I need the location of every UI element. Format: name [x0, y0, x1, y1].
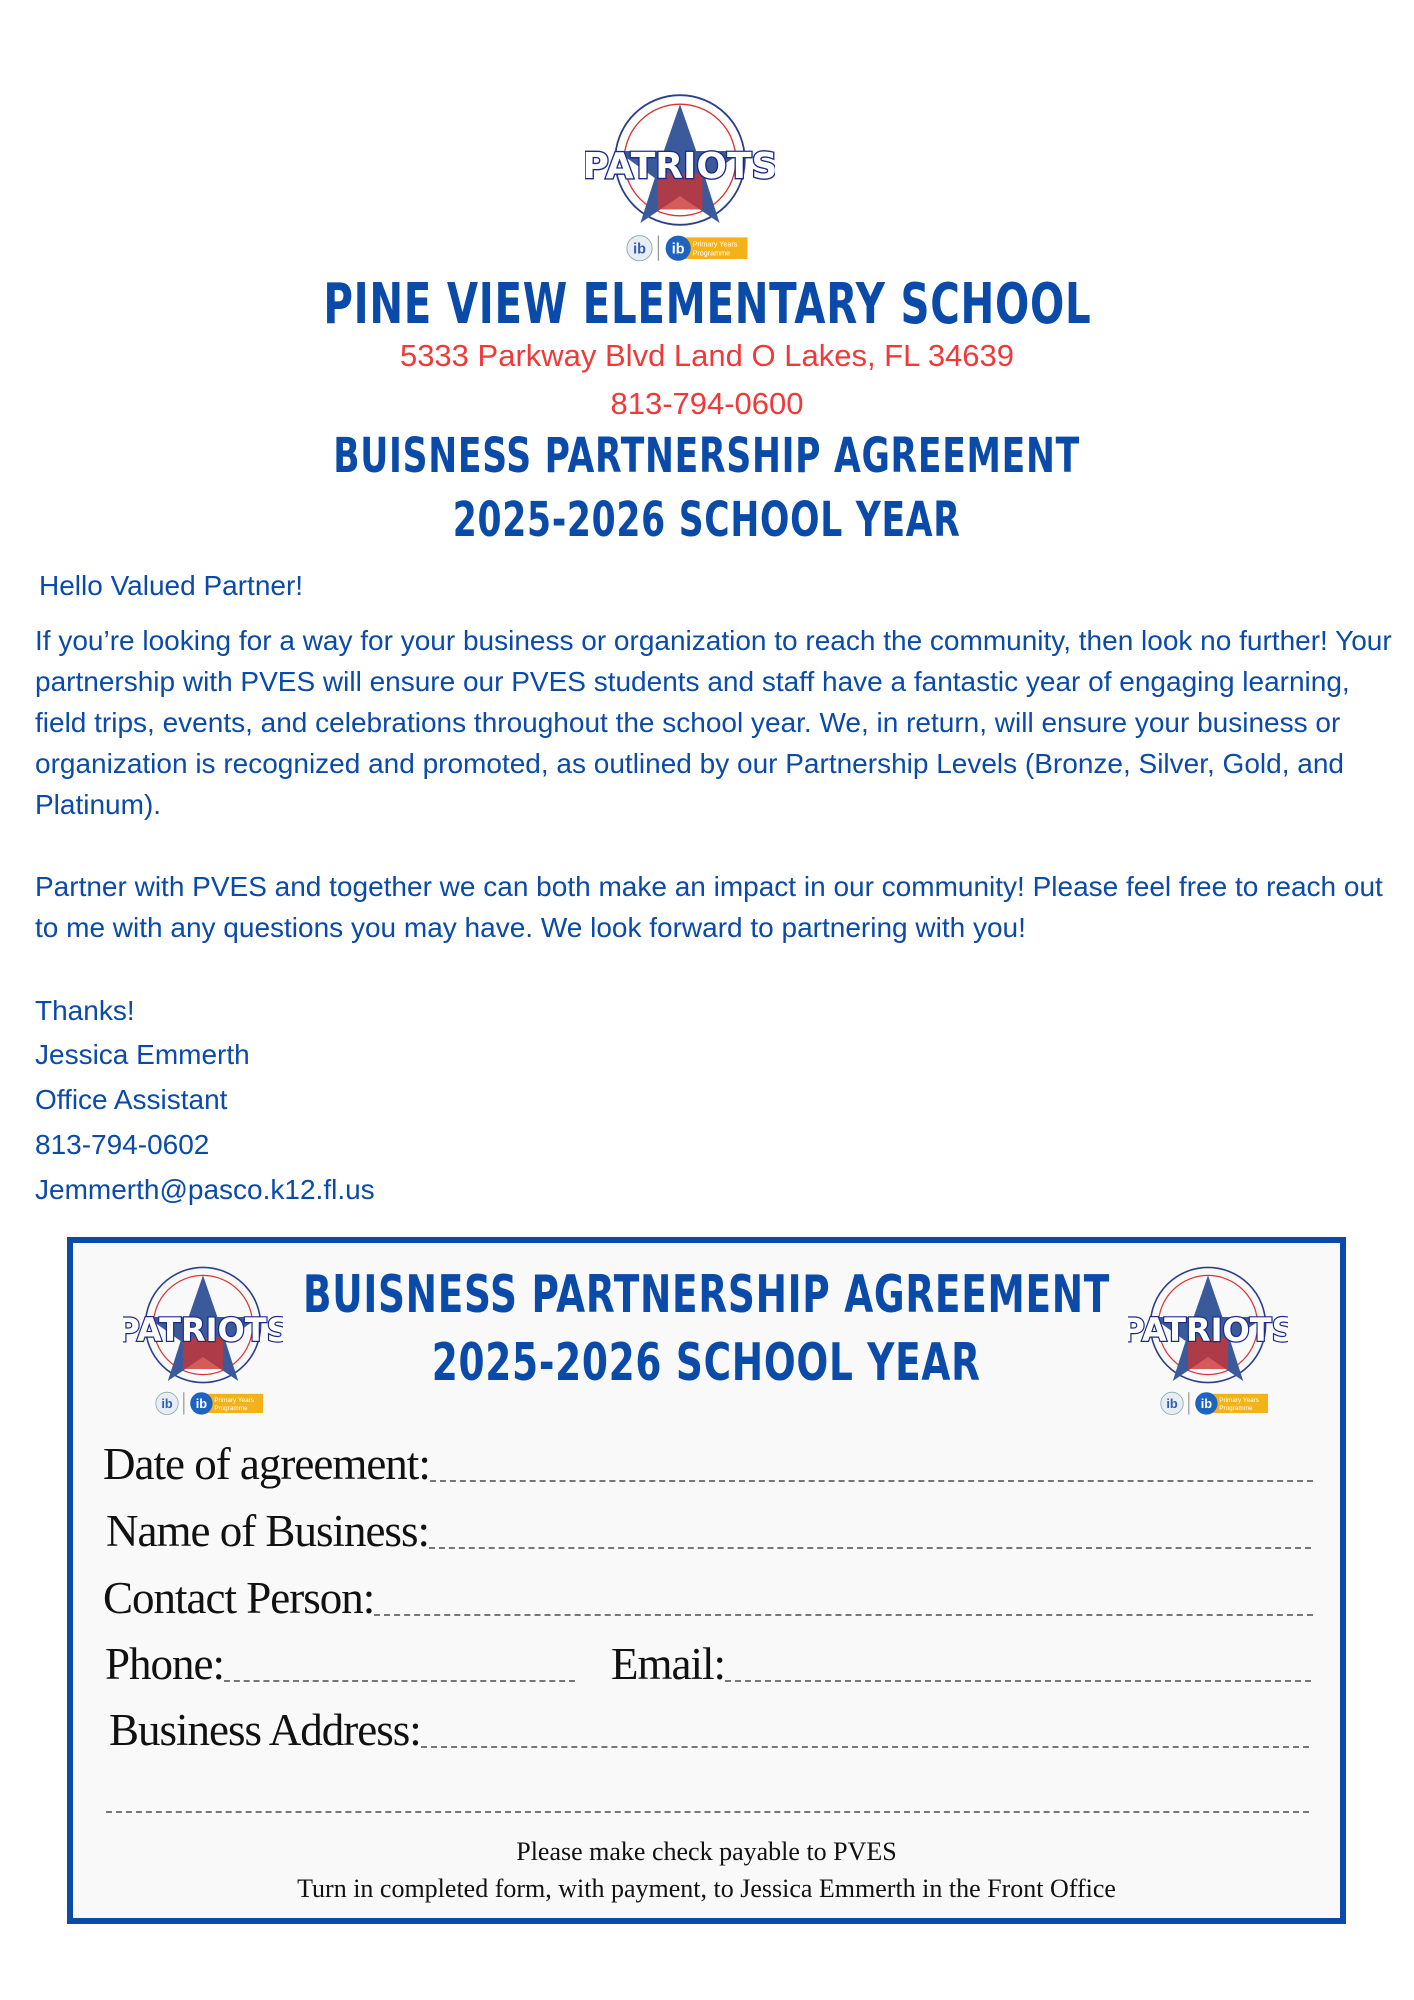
payment-note: Please make check payable to PVES: [516, 1837, 897, 1866]
signature-name: Jessica Emmerth: [35, 1039, 250, 1070]
svg-text:Programme: Programme: [1219, 1404, 1253, 1412]
phone-field[interactable]: [105, 1638, 575, 1690]
svg-text:ib: ib: [1200, 1396, 1213, 1412]
form-year: 2025-2026 SCHOOL YEAR: [432, 1333, 981, 1393]
agreement-title: BUISNESS PARTNERSHIP AGREEMENT: [333, 428, 1081, 484]
date-field[interactable]: [103, 1438, 1313, 1490]
email-label: Email:: [611, 1639, 725, 1689]
svg-text:ib: ib: [633, 241, 646, 258]
school-address: 5333 Parkway Blvd Land O Lakes, FL 34639: [399, 338, 1015, 373]
greeting: Hello Valued Partner!: [39, 570, 304, 601]
svg-text:Primary Years: Primary Years: [214, 1396, 254, 1404]
agreement-year: 2025-2026 SCHOOL YEAR: [453, 492, 961, 548]
address-line-2[interactable]: [106, 1811, 1309, 1813]
svg-text:PATRIOTS: PATRIOTS: [1128, 1311, 1288, 1349]
svg-text:PATRIOTS: PATRIOTS: [585, 146, 775, 187]
school-phone: 813-794-0600: [610, 386, 804, 421]
signature-email[interactable]: Jemmerth@pasco.k12.fl.us: [35, 1174, 375, 1205]
svg-text:PATRIOTS: PATRIOTS: [123, 1311, 283, 1349]
svg-text:Primary Years: Primary Years: [1219, 1396, 1259, 1404]
svg-text:Primary Years: Primary Years: [692, 239, 738, 249]
signature-title: Office Assistant: [35, 1084, 228, 1115]
signature-phone: 813-794-0602: [35, 1129, 210, 1160]
business-name-field[interactable]: [106, 1505, 1311, 1557]
date-label: Date of agreement:: [103, 1439, 430, 1489]
business-address-label: Business Address:: [109, 1705, 421, 1755]
svg-text:ib: ib: [195, 1396, 208, 1412]
school-logo: [585, 88, 775, 268]
school-name: PINE VIEW ELEMENTARY SCHOOL: [322, 272, 1092, 337]
contact-person-field[interactable]: [103, 1572, 1313, 1624]
business-name-label: Name of Business:: [106, 1506, 429, 1556]
svg-text:ib: ib: [671, 241, 685, 258]
email-field[interactable]: [611, 1638, 1311, 1690]
svg-text:Programme: Programme: [692, 248, 731, 258]
contact-person-label: Contact Person:: [103, 1573, 375, 1623]
svg-text:Programme: Programme: [214, 1404, 248, 1412]
closing: Thanks!: [35, 995, 135, 1026]
letter-paragraph-2: Partner with PVES and together we can both make an impact in our community! Please feel free to reach out to me with any questions you may have. We look forward to partnering with you!: [35, 871, 1383, 943]
agreement-form: [67, 1237, 1346, 1924]
letter-paragraph-1: If you’re looking for a way for your business or organization to reach the community, then look no further! Your partnership with PVES will ensure our PVES students and staff have a fantastic year of engaging learning, field trips, events, and celebrations throughout the school year. We, in return, will ensure your business or organization is recognized and promoted, as outlined by our Partnership Levels (Bronze, Silver, Gold, and Platinum).: [35, 625, 1392, 820]
svg-text:ib: ib: [1166, 1396, 1178, 1412]
form-title: BUISNESS PARTNERSHIP AGREEMENT: [302, 1265, 1111, 1325]
submission-note: Turn in completed form, with payment, to Jessica Emmerth in the Front Office: [297, 1874, 1116, 1903]
phone-label: Phone:: [105, 1639, 225, 1689]
svg-text:ib: ib: [161, 1396, 173, 1412]
business-address-field[interactable]: [109, 1704, 1309, 1756]
